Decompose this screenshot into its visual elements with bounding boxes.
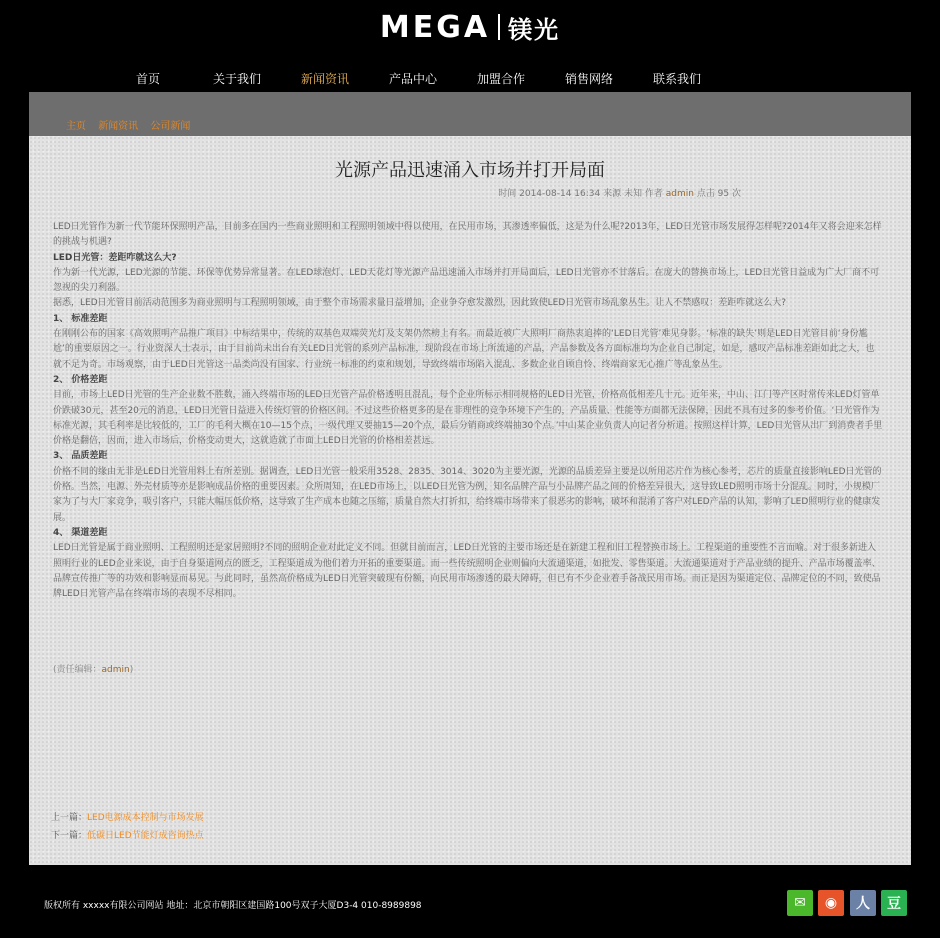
responsible-editor	[53, 662, 133, 675]
douban-icon[interactable]: 豆	[881, 890, 907, 916]
nav-item-home[interactable]: 首页	[136, 72, 161, 86]
prev-article-link[interactable]: LED电源成本控制与市场发展	[87, 813, 204, 823]
meta-author: admin	[665, 189, 694, 199]
article-section-heading: 4、 渠道差距	[53, 527, 108, 538]
main-nav	[0, 70, 940, 90]
article-paragraph: 价格不同的缘由无非是LED日光管用料上有所差别。据调查，LED日光管一般采用3528、2835、3014、3020为主要光源，光源的品质差异主要是以所用芯片作为核心参考，芯片的质量直接影响LED日光管的价格。当然，电源、外壳材质等亦是影响成品价格的重要因素。众所周知，在LED市场上，以LED日光管为例，知名品牌产品与小品牌产品之间的价格差异很大，这导致LED照明市场十分混乱。同时，小规模厂家为了与大厂家竞争，吸引客户，只能大幅压低价格，这导致了生产成本也随之压缩，质量自然大打折扣，给终端市场带来了很恶劣的影响，破坏和混淆了客户对LED产品的认知，影响了LED照明行业的健康发展。	[53, 466, 882, 523]
next-article	[51, 828, 204, 841]
article-container	[29, 136, 911, 865]
article-section-heading: 2、 价格差距	[53, 374, 108, 385]
nav-item-contact[interactable]: 联系我们	[653, 72, 702, 86]
site-logo[interactable]	[0, 10, 940, 44]
meta-clicks: 点击 95 次	[696, 189, 741, 199]
footer-copyright: 版权所有 xxxxx有限公司网站 地址：北京市朝阳区建国路100号双子大厦D3-4 010-8989898	[44, 901, 422, 911]
prev-label: 上一篇：	[51, 813, 88, 823]
wechat-icon[interactable]: ✉	[787, 890, 813, 916]
article-section-heading: LED日光管：差距咋就这么大?	[53, 252, 177, 263]
weibo-icon[interactable]: ◉	[818, 890, 844, 916]
nav-item-sales-network[interactable]: 销售网络	[565, 72, 614, 86]
logo-chinese-name: 镁光	[508, 15, 561, 44]
nav-item-about[interactable]: 关于我们	[213, 72, 262, 86]
article-section-heading: 1、 标准差距	[53, 313, 108, 324]
breadcrumb-company-news[interactable]: 公司新闻	[150, 121, 191, 132]
nav-item-franchise[interactable]: 加盟合作	[477, 72, 526, 86]
next-label: 下一篇：	[51, 831, 88, 841]
article-title: 光源产品迅速涌入市场并打开局面	[335, 160, 605, 181]
article-paragraph: 在刚刚公布的国家《高效照明产品推广项目》中标结果中，传统的双基色双端荧光灯及支架仍然榜上有名。而最近被广大照明厂商热衷追捧的‘LED日光管’难见身影。‘标准的缺失’则是LED日光管目前‘身份尴尬’的重要原因之一。行业资深人士表示，由于目前尚未出台有关LED日光管的系列产品标准，现阶段在市场上所流通的产品，产品参数及各方面标准均为企业自己制定，如是，感叹产品标准差距如此之大，也就不足为奇。市场观察，由于LED日光管这一品类尚没有国家、行业统一标准的约束和规划，导致终端市场陷入混乱、多数企业自顾自怜、终端商家无心推广等乱象丛生。	[53, 329, 875, 370]
article-paragraph: LED日光管作为新一代节能环保照明产品，目前多在国内一些商业照明和工程照明领域中得以使用，在民用市场，其渗透率偏低，这是为什么呢?2013年，LED日光管市场发展得怎样呢?2014年又将会迎来怎样的挑战与机遇?	[53, 222, 882, 248]
nav-item-news[interactable]: 新闻资讯	[301, 72, 350, 86]
nav-item-products[interactable]: 产品中心	[389, 72, 438, 86]
editor-label: (责任编辑：	[53, 665, 102, 675]
article-section-heading: 3、 品质差距	[53, 451, 108, 462]
article-meta	[498, 186, 741, 199]
meta-time: 时间 2014-08-14 16:34	[498, 189, 601, 199]
breadcrumb-home[interactable]: 主页	[66, 121, 86, 132]
prev-article	[51, 810, 204, 823]
article-paragraph: 目前，市场上LED日光管的生产企业数不胜数，涌入终端市场的LED日光管产品价格透明且混乱，每个企业所标示相同规格的LED日光管，价格高低相差几十元。近年来，中山、江门等产区时常传来LED灯管单价跌破30元，甚至20元的消息，LED日光管日益进入传统灯管的价格区间。不过这些价格更多的是在非理性的竞争环境下产生的，产品质量、性能等方面都无法保障，因此不具有过多的参考价值。‘日光管作为标准光源，其毛利率是比较低的，工厂的毛利大概在10—15个点，一级代理又要抽15—20个点，最后分销商或终端抽30个点。’中山某企业负责人向记者分析道。按照这样计算，LED日光管从出厂到消费者手里价格是翻倍，因而，进入市场后，价格变动更大，这就造就了市面上LED日光管的价格相差甚远。	[53, 390, 883, 447]
editor-end: )	[129, 665, 134, 675]
article-paragraph: 据悉，LED日光管目前活动范围多为商业照明与工程照明领域，由于整个市场需求量日益增加，企业争夺愈发激烈，因此致使LED日光管市场乱象丛生。让人不禁感叹：差距咋就这么大?	[53, 298, 787, 309]
logo-wordmark: MEGA	[379, 9, 491, 45]
next-article-link[interactable]: 低碳日LED节能灯成咨询热点	[87, 831, 204, 841]
breadcrumb-news[interactable]: 新闻资讯	[98, 121, 139, 132]
renren-icon[interactable]: 人	[850, 890, 876, 916]
article-body	[53, 220, 883, 602]
article-paragraph: 作为新一代光源，LED光源的节能、环保等优势异常显著。在LED球泡灯、LED天花灯等光源产品迅速涌入市场并打开局面后，LED日光管亦不甘落后。在庞大的替换市场上，LED日光管日益成为广大厂商不可忽视的尖刀利器。	[53, 267, 880, 294]
meta-author-label: 作者	[644, 189, 663, 199]
breadcrumb-bar	[29, 92, 911, 136]
breadcrumb	[66, 117, 199, 132]
meta-source: 来源 未知	[603, 189, 642, 199]
article-paragraph: LED日光管是属于商业照明、工程照明还是家居照明?不同的照明企业对此定义不同。但就目前而言，LED日光管的主要市场还是在新建工程和旧工程替换市场上。工程渠道的重要性不言而喻。对于很多新进入照明行业的LED企业来说，由于自身渠道网点的匮乏，工程渠道成为他们着力开拓的重要渠道。而一些传统照明企业则偏向大流通渠道，如批发、零售渠道。大流通渠道对于产品业绩的提升、产品市场覆盖率、品牌宣传推广等的功效和影响显而易见。与此同时，虽然高价格成为LED日光管突破现有份额，向民用市场渗透的最大障碍，但已有不少企业着手备战民用市场。而正是因为渠道定位、品牌定位的不同，致使品牌LED日光管产品在终端市场的表现不尽相同。	[53, 543, 881, 600]
logo-divider	[498, 14, 500, 40]
editor-name: admin	[101, 665, 130, 675]
